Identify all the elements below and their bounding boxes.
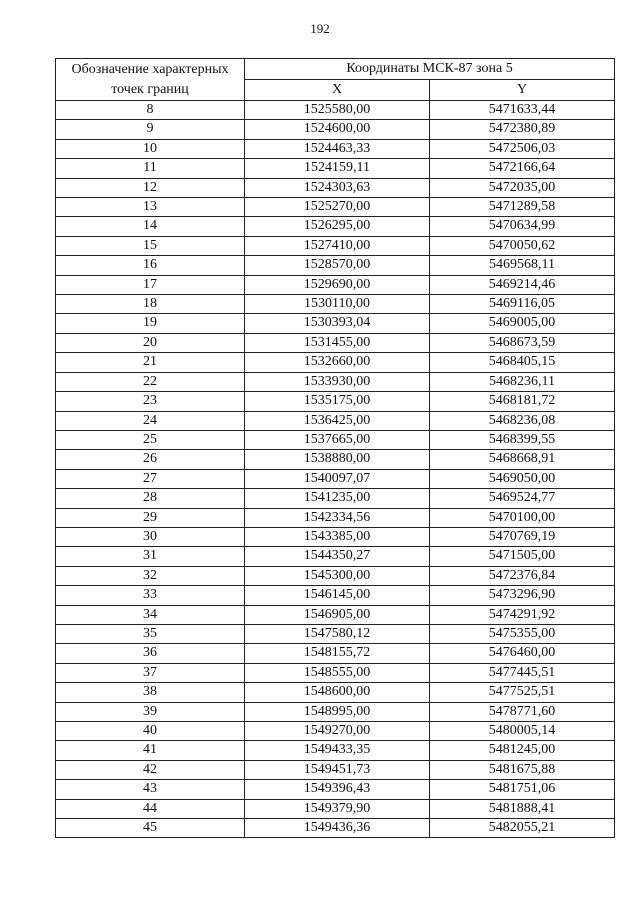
point-cell: 18: [56, 295, 245, 314]
x-coordinate-cell: 1544350,27: [245, 547, 430, 566]
y-coordinate-cell: 5472166,64: [430, 159, 615, 178]
point-cell: 23: [56, 392, 245, 411]
x-coordinate-cell: 1548995,00: [245, 702, 430, 721]
point-cell: 21: [56, 353, 245, 372]
y-coordinate-cell: 5468668,91: [430, 450, 615, 469]
y-coordinate-cell: 5468181,72: [430, 392, 615, 411]
table-row: [56, 566, 615, 585]
point-cell: 19: [56, 314, 245, 333]
y-coordinate-cell: 5472035,00: [430, 178, 615, 197]
x-coordinate-cell: 1525580,00: [245, 101, 430, 120]
x-coordinate-cell: 1549396,43: [245, 780, 430, 799]
table-row: [56, 799, 615, 818]
y-coordinate-cell: 5469005,00: [430, 314, 615, 333]
x-coordinate-cell: 1535175,00: [245, 392, 430, 411]
point-cell: 8: [56, 101, 245, 120]
x-coordinate-cell: 1531455,00: [245, 333, 430, 352]
point-cell: 45: [56, 819, 245, 838]
point-cell: 33: [56, 586, 245, 605]
x-coordinate-cell: 1548155,72: [245, 644, 430, 663]
x-coordinate-cell: 1543385,00: [245, 527, 430, 546]
y-coordinate-cell: 5468236,11: [430, 372, 615, 391]
x-coordinate-cell: 1524303,63: [245, 178, 430, 197]
x-coordinate-cell: 1533930,00: [245, 372, 430, 391]
y-coordinate-cell: 5469214,46: [430, 275, 615, 294]
point-cell: 31: [56, 547, 245, 566]
y-coordinate-cell: 5470100,00: [430, 508, 615, 527]
y-coordinate-cell: 5468673,59: [430, 333, 615, 352]
point-cell: 22: [56, 372, 245, 391]
table-row: [56, 198, 615, 217]
table-row: [56, 741, 615, 760]
x-coordinate-cell: 1538880,00: [245, 450, 430, 469]
y-coordinate-cell: 5477525,51: [430, 683, 615, 702]
y-coordinate-cell: 5472380,89: [430, 120, 615, 139]
y-coordinate-cell: 5481751,06: [430, 780, 615, 799]
x-coordinate-cell: 1540097,07: [245, 469, 430, 488]
x-coordinate-cell: 1536425,00: [245, 411, 430, 430]
table-row: [56, 508, 615, 527]
x-coordinate-cell: 1547580,12: [245, 624, 430, 643]
coordinates-header: Координаты МСК-87 зона 5: [245, 59, 615, 80]
point-cell: 26: [56, 450, 245, 469]
x-coordinate-cell: 1524463,33: [245, 139, 430, 158]
table-row: [56, 430, 615, 449]
table-row: [56, 295, 615, 314]
table-row: [56, 469, 615, 488]
point-cell: 30: [56, 527, 245, 546]
point-cell: 12: [56, 178, 245, 197]
table-row: [56, 702, 615, 721]
table-row: [56, 333, 615, 352]
point-cell: 35: [56, 624, 245, 643]
x-coordinate-cell: 1548600,00: [245, 683, 430, 702]
y-coordinate-cell: 5472376,84: [430, 566, 615, 585]
x-coordinate-cell: 1549451,73: [245, 760, 430, 779]
table-row: [56, 411, 615, 430]
y-coordinate-cell: 5469524,77: [430, 489, 615, 508]
table-body: [56, 101, 615, 838]
table-row: [56, 586, 615, 605]
y-coordinate-cell: 5477445,51: [430, 663, 615, 682]
y-coordinate-cell: 5478771,60: [430, 702, 615, 721]
y-coordinate-cell: 5469568,11: [430, 256, 615, 275]
x-coordinate-cell: 1546905,00: [245, 605, 430, 624]
point-cell: 28: [56, 489, 245, 508]
point-cell: 14: [56, 217, 245, 236]
y-coordinate-cell: 5471505,00: [430, 547, 615, 566]
table-row: [56, 780, 615, 799]
point-cell: 37: [56, 663, 245, 682]
table-row: [56, 217, 615, 236]
point-cell: 20: [56, 333, 245, 352]
x-coordinate-cell: 1546145,00: [245, 586, 430, 605]
point-cell: 13: [56, 198, 245, 217]
table-row: [56, 819, 615, 838]
point-cell: 9: [56, 120, 245, 139]
table-row: [56, 683, 615, 702]
x-coordinate-cell: 1529690,00: [245, 275, 430, 294]
point-header-line-1: Обозначение характерных: [71, 61, 229, 77]
x-coordinate-cell: 1527410,00: [245, 236, 430, 255]
y-coordinate-cell: 5468236,08: [430, 411, 615, 430]
coordinates-table: [55, 58, 615, 838]
table-row: [56, 605, 615, 624]
point-cell: 40: [56, 722, 245, 741]
point-cell: 36: [56, 644, 245, 663]
x-coordinate-cell: 1526295,00: [245, 217, 430, 236]
point-cell: 42: [56, 760, 245, 779]
point-cell: 29: [56, 508, 245, 527]
point-cell: 11: [56, 159, 245, 178]
y-coordinate-cell: 5471633,44: [430, 101, 615, 120]
table-row: [56, 624, 615, 643]
table-row: [56, 314, 615, 333]
x-coordinate-cell: 1524600,00: [245, 120, 430, 139]
y-coordinate-cell: 5470769,19: [430, 527, 615, 546]
y-coordinate-cell: 5470050,62: [430, 236, 615, 255]
y-coordinate-cell: 5471289,58: [430, 198, 615, 217]
x-column-header: X: [245, 80, 430, 101]
point-cell: 15: [56, 236, 245, 255]
point-cell: 17: [56, 275, 245, 294]
y-coordinate-cell: 5481888,41: [430, 799, 615, 818]
table-row: [56, 120, 615, 139]
x-coordinate-cell: 1542334,56: [245, 508, 430, 527]
table-row: [56, 663, 615, 682]
x-coordinate-cell: 1525270,00: [245, 198, 430, 217]
x-coordinate-cell: 1530110,00: [245, 295, 430, 314]
x-coordinate-cell: 1541235,00: [245, 489, 430, 508]
y-column-header: Y: [430, 80, 615, 101]
y-coordinate-cell: 5468405,15: [430, 353, 615, 372]
x-coordinate-cell: 1549270,00: [245, 722, 430, 741]
point-cell: 10: [56, 139, 245, 158]
y-coordinate-cell: 5469116,05: [430, 295, 615, 314]
table-row: [56, 139, 615, 158]
point-cell: 41: [56, 741, 245, 760]
x-coordinate-cell: 1537665,00: [245, 430, 430, 449]
point-cell: 38: [56, 683, 245, 702]
table-row: [56, 372, 615, 391]
x-coordinate-cell: 1528570,00: [245, 256, 430, 275]
point-column-header: [56, 59, 245, 101]
point-cell: 44: [56, 799, 245, 818]
y-coordinate-cell: 5470634,99: [430, 217, 615, 236]
table-row: [56, 101, 615, 120]
table-row: [56, 644, 615, 663]
table-row: [56, 547, 615, 566]
table-row: [56, 353, 615, 372]
table-row: [56, 392, 615, 411]
point-cell: 25: [56, 430, 245, 449]
point-cell: 27: [56, 469, 245, 488]
table-row: [56, 236, 615, 255]
point-cell: 32: [56, 566, 245, 585]
page-number: 192: [310, 21, 330, 36]
table-row: [56, 760, 615, 779]
point-header-line-2: точек границ: [111, 81, 189, 97]
y-coordinate-cell: 5472506,03: [430, 139, 615, 158]
point-cell: 24: [56, 411, 245, 430]
y-coordinate-cell: 5480005,14: [430, 722, 615, 741]
y-coordinate-cell: 5468399,55: [430, 430, 615, 449]
table-row: [56, 489, 615, 508]
table-row: [56, 527, 615, 546]
point-cell: 16: [56, 256, 245, 275]
x-coordinate-cell: 1549379,90: [245, 799, 430, 818]
y-coordinate-cell: 5481675,88: [430, 760, 615, 779]
x-coordinate-cell: 1549436,36: [245, 819, 430, 838]
table-row: [56, 159, 615, 178]
y-coordinate-cell: 5473296,90: [430, 586, 615, 605]
table-row: [56, 722, 615, 741]
x-coordinate-cell: 1545300,00: [245, 566, 430, 585]
x-coordinate-cell: 1549433,35: [245, 741, 430, 760]
x-coordinate-cell: 1524159,11: [245, 159, 430, 178]
y-coordinate-cell: 5482055,21: [430, 819, 615, 838]
x-coordinate-cell: 1548555,00: [245, 663, 430, 682]
point-cell: 39: [56, 702, 245, 721]
y-coordinate-cell: 5475355,00: [430, 624, 615, 643]
table-header: [56, 59, 615, 101]
x-coordinate-cell: 1530393,04: [245, 314, 430, 333]
point-cell: 43: [56, 780, 245, 799]
y-coordinate-cell: 5469050,00: [430, 469, 615, 488]
table-row: [56, 178, 615, 197]
y-coordinate-cell: 5476460,00: [430, 644, 615, 663]
y-coordinate-cell: 5474291,92: [430, 605, 615, 624]
y-coordinate-cell: 5481245,00: [430, 741, 615, 760]
table-row: [56, 256, 615, 275]
point-cell: 34: [56, 605, 245, 624]
table-row: [56, 275, 615, 294]
table-row: [56, 450, 615, 469]
x-coordinate-cell: 1532660,00: [245, 353, 430, 372]
